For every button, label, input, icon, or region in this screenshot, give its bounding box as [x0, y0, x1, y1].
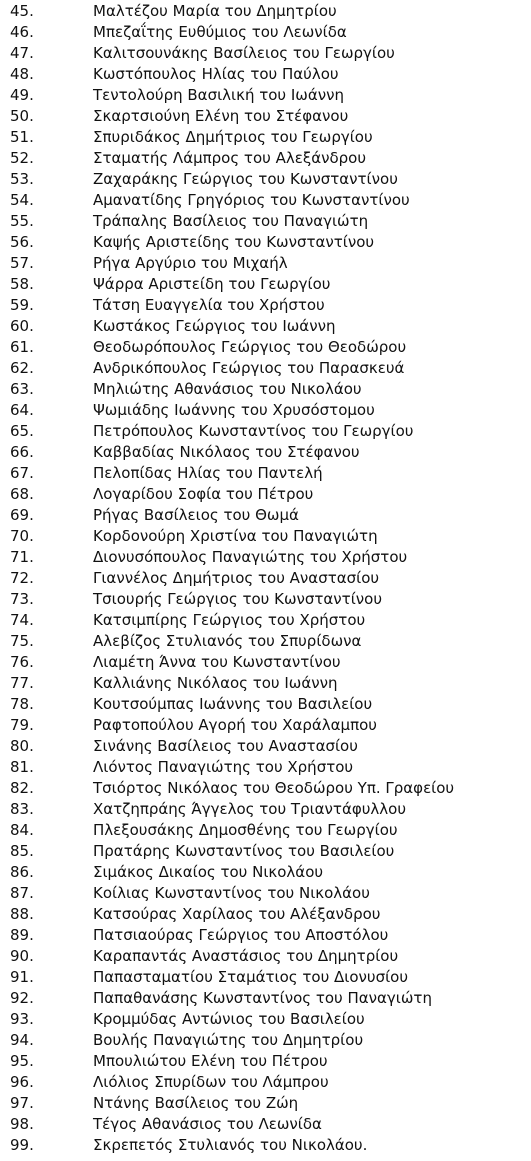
list-item — [0, 652, 531, 673]
entry-name: Γιαννέλος Δημήτριος του Αναστασίου — [93, 569, 380, 587]
entry-name: Ψωμιάδης Ιωάννης του Χρυσόστομου — [93, 401, 375, 419]
entry-number: 79. — [10, 716, 34, 734]
entry-number: 65. — [10, 422, 34, 440]
entry-number: 47. — [10, 44, 34, 62]
entry-number: 92. — [10, 989, 34, 1007]
entry-number: 93. — [10, 1010, 34, 1028]
entry-number: 68. — [10, 485, 34, 503]
entry-number: 52. — [10, 149, 34, 167]
entry-number: 69. — [10, 506, 34, 524]
entry-number: 51. — [10, 128, 34, 146]
entry-name: Πατσιαούρας Γεώργιος του Αποστόλου — [93, 926, 389, 944]
entry-name: Ζαχαράκης Γεώργιος του Κωνσταντίνου — [93, 170, 398, 188]
entry-number: 95. — [10, 1052, 34, 1070]
entry-name: Κουτσούμπας Ιωάννης του Βασιλείου — [93, 695, 373, 713]
entry-name: Κρομμύδας Αντώνιος του Βασιλείου — [93, 1010, 365, 1028]
list-item — [0, 799, 531, 820]
list-item — [0, 694, 531, 715]
list-item — [0, 43, 531, 64]
list-item — [0, 673, 531, 694]
entry-name: Κωστόπουλος Ηλίας του Παύλου — [93, 65, 339, 83]
entry-number: 76. — [10, 653, 34, 671]
list-item — [0, 379, 531, 400]
entry-number: 46. — [10, 23, 34, 41]
entry-number: 57. — [10, 254, 34, 272]
entry-name: Ραφτοπούλου Αγορή του Χαράλαμπου — [93, 716, 377, 734]
list-item — [0, 190, 531, 211]
list-item — [0, 1135, 531, 1156]
list-item — [0, 1114, 531, 1135]
list-item — [0, 253, 531, 274]
entry-name: Λιόλιος Σπυρίδων του Λάμπρου — [93, 1073, 329, 1091]
entry-name: Σταματής Λάμπρος του Αλεξάνδρου — [93, 149, 367, 167]
entry-number: 45. — [10, 2, 34, 20]
list-item — [0, 316, 531, 337]
entry-number: 75. — [10, 632, 34, 650]
list-item — [0, 85, 531, 106]
list-item — [0, 1, 531, 22]
entry-number: 64. — [10, 401, 34, 419]
entry-name: Ρήγα Αργύριο του Μιχαήλ — [93, 254, 288, 272]
list-item — [0, 1093, 531, 1114]
entry-name: Τσιόρτος Νικόλαος του Θεοδώρου Υπ. Γραφείου — [93, 779, 455, 797]
list-item — [0, 295, 531, 316]
entry-number: 72. — [10, 569, 34, 587]
list-item — [0, 820, 531, 841]
list-item — [0, 1072, 531, 1093]
entry-number: 48. — [10, 65, 34, 83]
entry-name: Τέγος Αθανάσιος του Λεωνίδα — [93, 1115, 322, 1133]
entry-name: Ρήγας Βασίλειος του Θωμά — [93, 506, 299, 524]
list-item — [0, 778, 531, 799]
entry-number: 53. — [10, 170, 34, 188]
entry-number: 94. — [10, 1031, 34, 1049]
entry-name: Τεντολούρη Βασιλική του Ιωάννη — [93, 86, 345, 104]
entry-name: Κωστάκος Γεώργιος του Ιωάννη — [93, 317, 336, 335]
entry-name: Καραπαντάς Αναστάσιος του Δημητρίου — [93, 947, 399, 965]
entry-name: Θεοδωρόπουλος Γεώργιος του Θεοδώρου — [93, 338, 407, 356]
entry-number: 54. — [10, 191, 34, 209]
entry-name: Πλεξουσάκης Δημοσθένης του Γεωργίου — [93, 821, 398, 839]
entry-number: 61. — [10, 338, 34, 356]
entry-number: 58. — [10, 275, 34, 293]
entry-name: Ντάνης Βασίλειος του Ζώη — [93, 1094, 299, 1112]
list-item — [0, 442, 531, 463]
entry-name: Τράπαλης Βασίλειος του Παναγιώτη — [93, 212, 369, 230]
list-item — [0, 904, 531, 925]
entry-number: 73. — [10, 590, 34, 608]
entry-name: Πελοπίδας Ηλίας του Παντελή — [93, 464, 323, 482]
list-item — [0, 1009, 531, 1030]
list-item — [0, 400, 531, 421]
entry-number: 91. — [10, 968, 34, 986]
entry-number: 81. — [10, 758, 34, 776]
entry-number: 84. — [10, 821, 34, 839]
entry-name: Μαλτέζου Μαρία του Δημητρίου — [93, 2, 337, 20]
list-item — [0, 946, 531, 967]
entry-number: 70. — [10, 527, 34, 545]
entry-name: Μπουλιώτου Ελένη του Πέτρου — [93, 1052, 328, 1070]
entry-number: 85. — [10, 842, 34, 860]
list-item — [0, 274, 531, 295]
list-item — [0, 757, 531, 778]
list-item — [0, 736, 531, 757]
entry-number: 77. — [10, 674, 34, 692]
entry-name: Σιμάκος Δικαίος του Νικολάου — [93, 863, 324, 881]
entry-name: Λογαρίδου Σοφία του Πέτρου — [93, 485, 314, 503]
entry-number: 56. — [10, 233, 34, 251]
entry-name: Αμανατίδης Γρηγόριος του Κωνσταντίνου — [93, 191, 410, 209]
list-item — [0, 484, 531, 505]
list-item — [0, 1030, 531, 1051]
list-item — [0, 505, 531, 526]
list-item — [0, 967, 531, 988]
entry-number: 97. — [10, 1094, 34, 1112]
entry-name: Καββαδίας Νικόλαος του Στέφανου — [93, 443, 360, 461]
entry-name: Κοίλιας Κωνσταντίνος του Νικολάου — [93, 884, 370, 902]
name-list — [0, 1, 531, 1156]
entry-number: 96. — [10, 1073, 34, 1091]
list-item — [0, 568, 531, 589]
list-item — [0, 862, 531, 883]
entry-number: 87. — [10, 884, 34, 902]
list-item — [0, 463, 531, 484]
entry-number: 83. — [10, 800, 34, 818]
entry-number: 59. — [10, 296, 34, 314]
entry-number: 71. — [10, 548, 34, 566]
list-item — [0, 127, 531, 148]
entry-name: Παπασταματίου Σταμάτιος του Διονυσίου — [93, 968, 409, 986]
entry-number: 62. — [10, 359, 34, 377]
entry-number: 86. — [10, 863, 34, 881]
list-item — [0, 841, 531, 862]
entry-name: Χατζηπράης Άγγελος του Τριαντάφυλλου — [93, 800, 407, 818]
list-item — [0, 64, 531, 85]
entry-name: Κατσούρας Χαρίλαος του Αλέξανδρου — [93, 905, 381, 923]
list-item — [0, 22, 531, 43]
entry-name: Μηλιώτης Αθανάσιος του Νικολάου — [93, 380, 362, 398]
entry-number: 63. — [10, 380, 34, 398]
list-item — [0, 925, 531, 946]
entry-number: 90. — [10, 947, 34, 965]
entry-name: Κατσιμπίρης Γεώργιος του Χρήστου — [93, 611, 366, 629]
entry-number: 80. — [10, 737, 34, 755]
entry-name: Λιόντος Παναγιώτης του Χρήστου — [93, 758, 354, 776]
entry-name: Διονυσόπουλος Παναγιώτης του Χρήστου — [93, 548, 408, 566]
entry-number: 74. — [10, 611, 34, 629]
list-item — [0, 988, 531, 1009]
entry-name: Τάτση Ευαγγελία του Χρήστου — [93, 296, 325, 314]
entry-number: 98. — [10, 1115, 34, 1133]
entry-number: 67. — [10, 464, 34, 482]
list-item — [0, 547, 531, 568]
entry-name: Καλιτσουνάκης Βασίλειος του Γεωργίου — [93, 44, 395, 62]
entry-number: 89. — [10, 926, 34, 944]
entry-name: Ψάρρα Αριστείδη του Γεωργίου — [93, 275, 331, 293]
entry-number: 78. — [10, 695, 34, 713]
list-item — [0, 610, 531, 631]
entry-name: Παπαθανάσης Κωνσταντίνος του Παναγιώτη — [93, 989, 432, 1007]
list-item — [0, 715, 531, 736]
entry-number: 82. — [10, 779, 34, 797]
entry-name: Πρατάρης Κωνσταντίνος του Βασιλείου — [93, 842, 395, 860]
entry-number: 99. — [10, 1136, 34, 1154]
entry-name: Λιαμέτη Άννα του Κωνσταντίνου — [93, 653, 341, 671]
list-item — [0, 631, 531, 652]
entry-name: Βουλής Παναγιώτης του Δημητρίου — [93, 1031, 364, 1049]
list-item — [0, 337, 531, 358]
entry-name: Σινάνης Βασίλειος του Αναστασίου — [93, 737, 358, 755]
entry-name: Μπεζαΐτης Ευθύμιος του Λεωνίδα — [93, 23, 347, 41]
entry-number: 50. — [10, 107, 34, 125]
entry-name: Τσιουρής Γεώργιος του Κωνσταντίνου — [93, 590, 383, 608]
entry-name: Σκαρτσιούνη Ελένη του Στέφανου — [93, 107, 349, 125]
list-item — [0, 589, 531, 610]
entry-number: 49. — [10, 86, 34, 104]
list-item — [0, 883, 531, 904]
entry-number: 66. — [10, 443, 34, 461]
list-item — [0, 106, 531, 127]
list-item — [0, 1051, 531, 1072]
entry-name: Σκρεπετός Στυλιανός του Νικολάου. — [93, 1136, 368, 1154]
entry-name: Ανδρικόπουλος Γεώργιος του Παρασκευά — [93, 359, 405, 377]
list-item — [0, 211, 531, 232]
entry-name: Κορδονούρη Χριστίνα του Παναγιώτη — [93, 527, 378, 545]
list-item — [0, 169, 531, 190]
entry-name: Σπυριδάκος Δημήτριος του Γεωργίου — [93, 128, 373, 146]
entry-number: 60. — [10, 317, 34, 335]
entry-name: Αλεβίζος Στυλιανός του Σπυρίδωνα — [93, 632, 362, 650]
entry-number: 88. — [10, 905, 34, 923]
list-item — [0, 232, 531, 253]
entry-number: 55. — [10, 212, 34, 230]
entry-name: Καλλιάνης Νικόλαος του Ιωάννη — [93, 674, 338, 692]
entry-name: Πετρόπουλος Κωνσταντίνος του Γεωργίου — [93, 422, 414, 440]
entry-name: Καψής Αριστείδης του Κωνσταντίνου — [93, 233, 375, 251]
list-item — [0, 358, 531, 379]
list-item — [0, 421, 531, 442]
list-item — [0, 526, 531, 547]
list-item — [0, 148, 531, 169]
